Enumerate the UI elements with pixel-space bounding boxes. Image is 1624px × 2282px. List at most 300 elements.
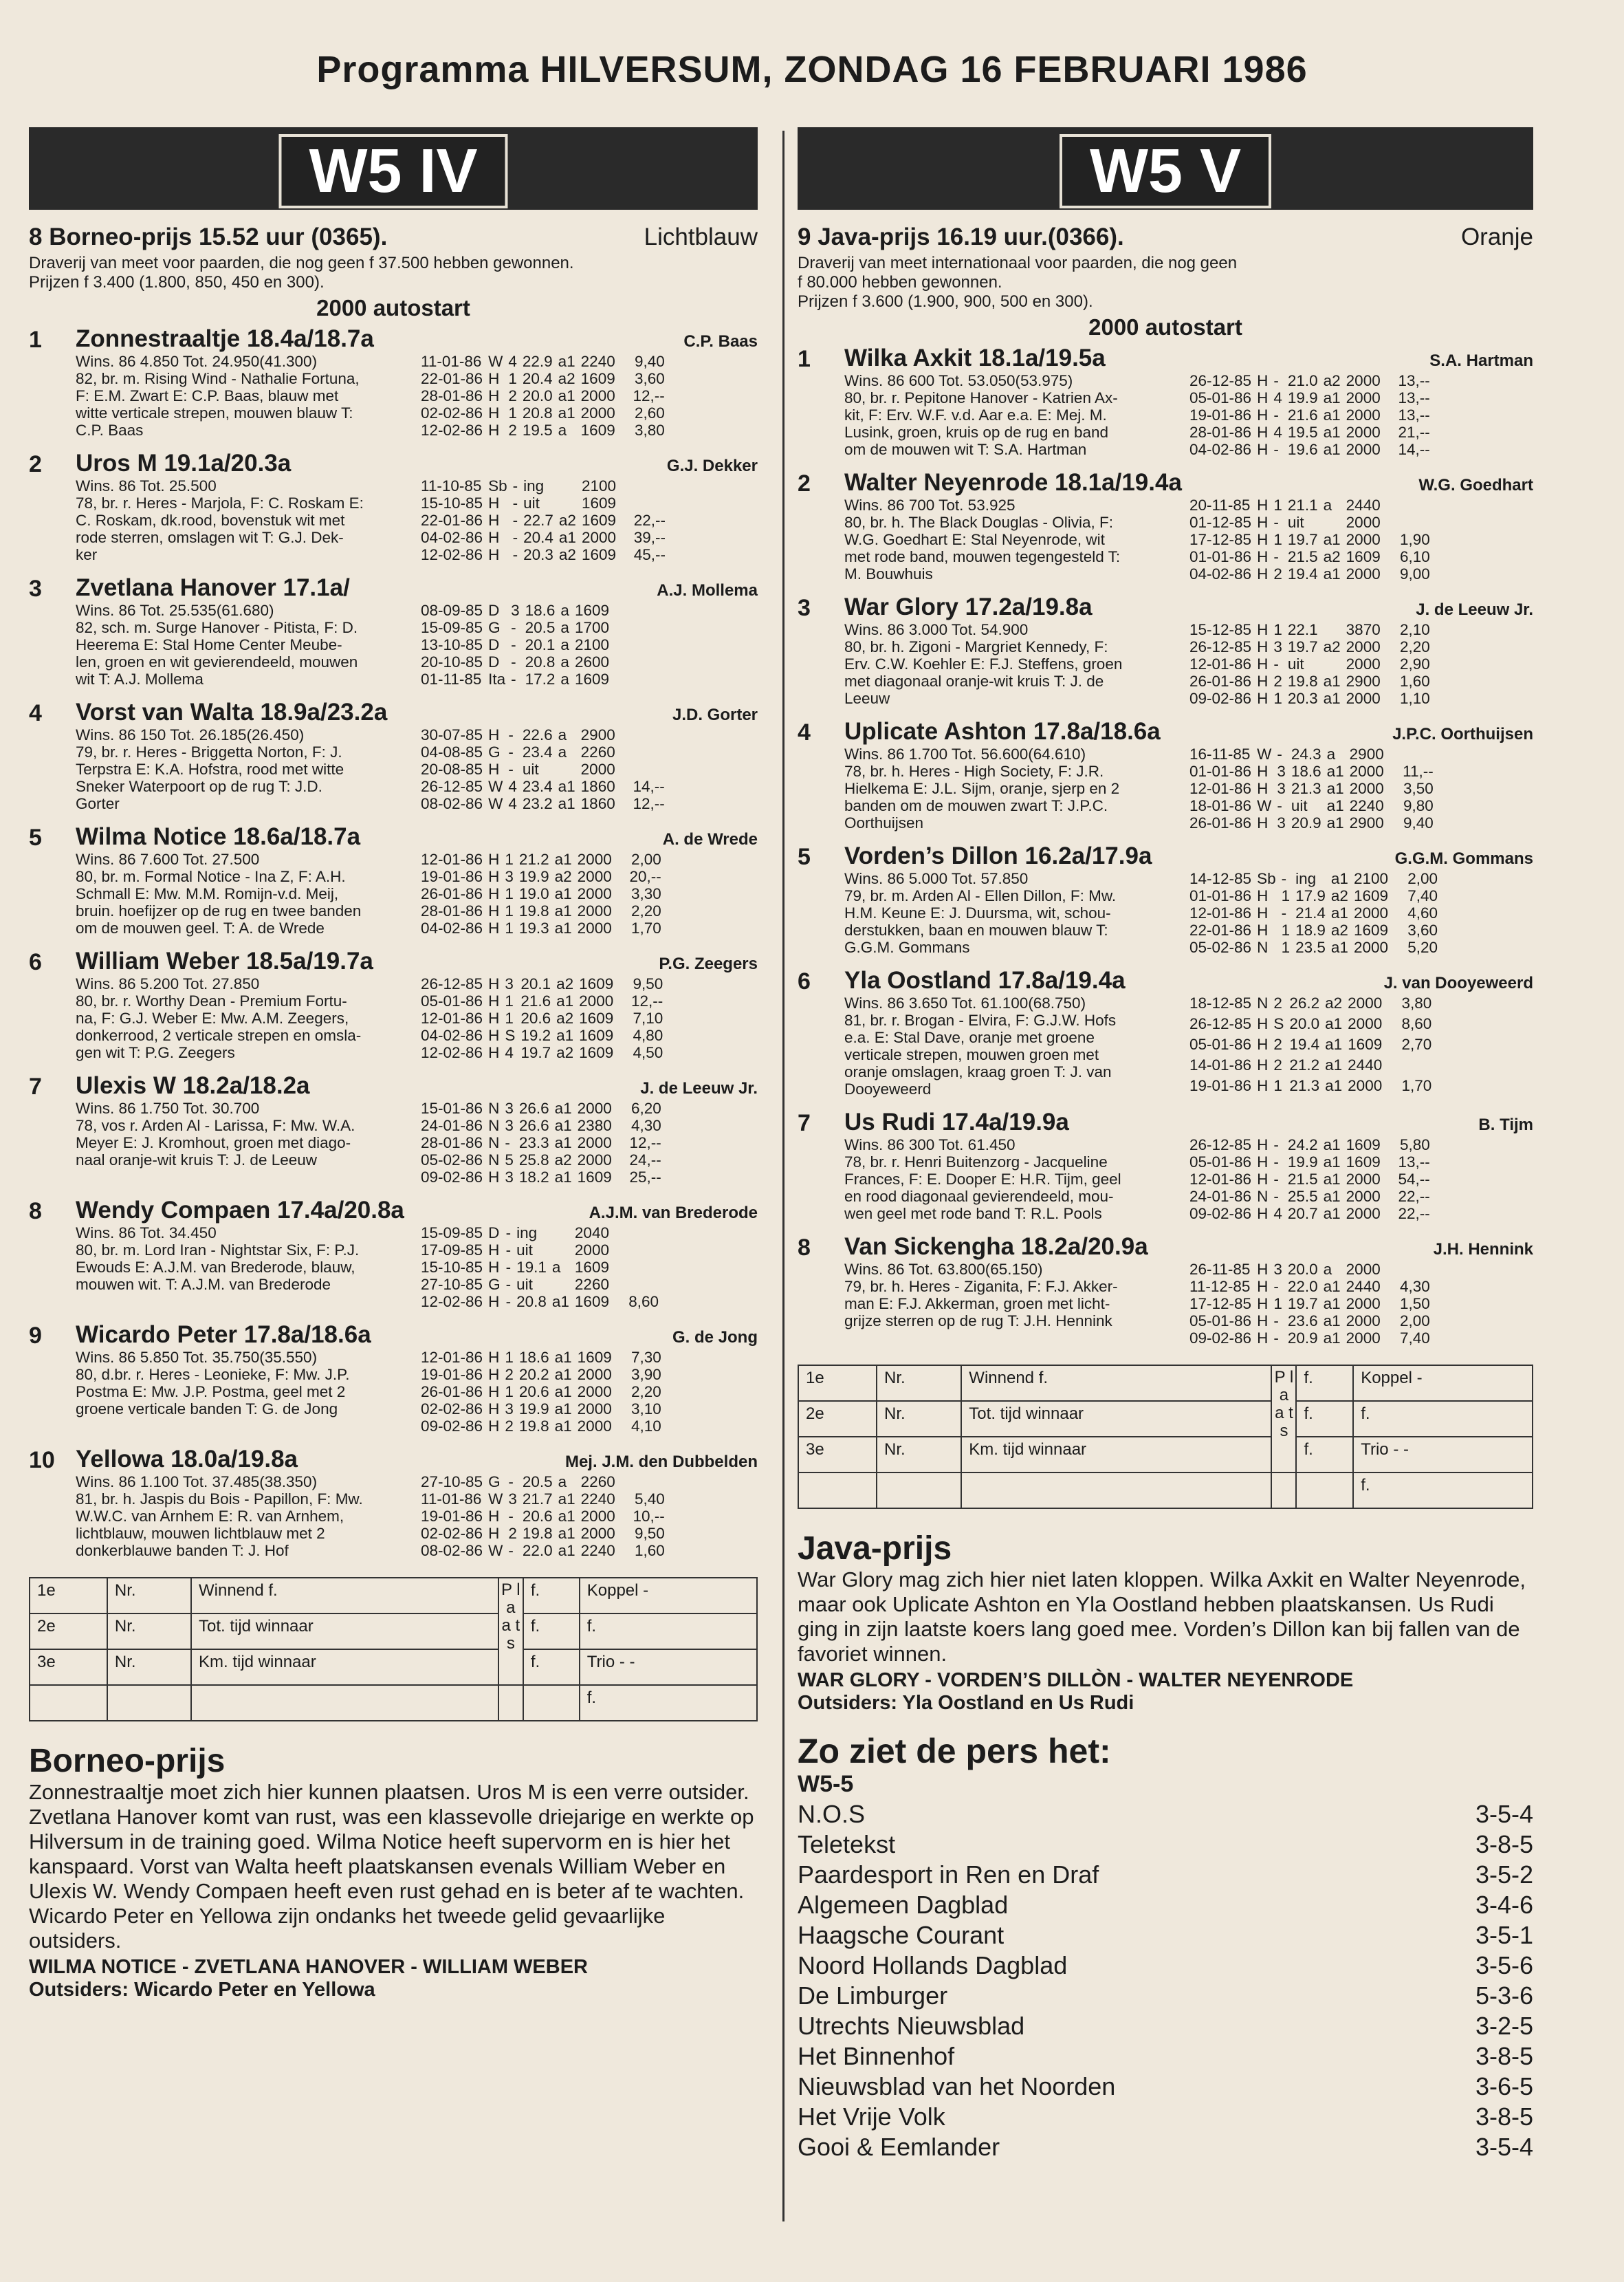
run-date: 12-02-86 xyxy=(421,1044,483,1061)
run-time: 22.7 xyxy=(523,512,553,529)
form-row xyxy=(1187,1295,1433,1312)
run-gain: 9,40 xyxy=(1403,814,1434,832)
race-entry xyxy=(29,948,758,1061)
run-start: a1 xyxy=(1326,814,1344,832)
run-gain: 9,50 xyxy=(634,1525,665,1542)
run-place: 1 xyxy=(1273,1295,1282,1312)
run-distance: 2260 xyxy=(574,1276,609,1293)
run-track: H xyxy=(488,1525,500,1542)
run-time: 20.3 xyxy=(523,546,553,563)
run-gain: 12,-- xyxy=(629,1134,661,1151)
run-start xyxy=(549,1224,572,1241)
entry-body xyxy=(76,1197,758,1310)
form-row xyxy=(1187,1261,1433,1278)
horse-info xyxy=(844,1136,1187,1222)
run-start: a1 xyxy=(558,404,575,422)
comment-text: War Glory mag zich hier niet laten kloppen. Wilka Axkit en Walter Neyenrode, maar ook Uplicate Ashton en Yla Oostland hebben plaatskansen. Us Rudi ging in zijn laatste koers lang goed mee. Vorden’s Dillon kan bij fallen van de favoriet winnen. xyxy=(798,1567,1526,1666)
run-distance: 2000 xyxy=(1346,389,1381,406)
run-place: 5 xyxy=(505,1151,514,1169)
run-place: 4 xyxy=(505,1044,514,1061)
horse-info xyxy=(76,975,418,1061)
run-gain: 3,60 xyxy=(634,370,665,387)
run-place: 2 xyxy=(1273,1036,1282,1053)
race-desc-line: Draverij van meet voor paarden, die nog geen f 37.500 hebben gewonnen. xyxy=(29,254,574,272)
run-time: 23.4 xyxy=(522,778,553,795)
form-table xyxy=(1187,497,1433,583)
run-distance: 1609 xyxy=(1353,887,1389,904)
run-distance: 2000 xyxy=(577,902,612,920)
run-start: a1 xyxy=(558,1525,575,1542)
run-date: 04-02-86 xyxy=(421,529,483,546)
info-line: 80, br. m. Lord Iran - Nightstar Six, F: P.J. xyxy=(76,1241,360,1259)
form-row xyxy=(1187,1329,1433,1347)
form-row xyxy=(1187,1171,1433,1188)
run-place: - xyxy=(1273,1278,1279,1295)
run-gain: 2,00 xyxy=(1407,870,1438,887)
entry-body xyxy=(844,843,1533,956)
run-distance: 2000 xyxy=(1346,1312,1381,1329)
info-line: bruin. hoefijzer op de rug en twee banden xyxy=(76,902,362,920)
run-time: 20.0 xyxy=(522,387,553,404)
run-time: uit xyxy=(522,761,539,778)
horse-info xyxy=(844,621,1187,707)
run-distance: 2000 xyxy=(577,1400,612,1417)
run-place: - xyxy=(1281,870,1287,887)
run-gain: 10,-- xyxy=(633,1508,665,1525)
run-time: 22.0 xyxy=(522,1542,553,1559)
run-gain: 8,60 xyxy=(1401,1015,1432,1032)
info-line: 80, br. h. The Black Douglas - Olivia, F: xyxy=(844,514,1114,531)
run-distance: 1609 xyxy=(577,1349,612,1366)
grid-amount: f. xyxy=(523,1578,580,1613)
run-gain: 1,90 xyxy=(1399,531,1430,548)
info-line: witte verticale strepen, mouwen blauw T: xyxy=(76,404,353,422)
run-start: a1 xyxy=(1326,780,1344,797)
info-line: wen geel met rode band T: R.L. Pools xyxy=(844,1205,1102,1222)
form-table xyxy=(1187,870,1440,956)
run-time: 23.4 xyxy=(522,743,553,761)
run-distance: 1609 xyxy=(1348,1036,1383,1053)
run-start: a1 xyxy=(1326,797,1344,814)
info-line: 80, d.br. r. Heres - Leonieke, F: Mw. J.P. xyxy=(76,1366,350,1383)
press-pick: 3-8-5 xyxy=(1475,2042,1533,2070)
race-entry xyxy=(29,823,758,937)
run-date: 05-01-86 xyxy=(421,992,483,1010)
grid-empty-cell xyxy=(191,1685,498,1721)
run-track: W xyxy=(488,353,503,370)
run-time: 19.8 xyxy=(1287,673,1318,690)
horse-name: Uplicate Ashton 17.8a/18.6a xyxy=(844,718,1161,745)
press-pick: 3-5-2 xyxy=(1475,1860,1533,1889)
run-gain: 14,-- xyxy=(633,778,665,795)
run-date: 15-01-86 xyxy=(421,1100,483,1117)
run-date: 04-02-86 xyxy=(421,920,483,937)
entry-number: 6 xyxy=(29,949,42,975)
entry-body xyxy=(76,823,758,937)
run-gain: 2,20 xyxy=(1399,638,1430,655)
info-line: Wins. 86 5.000 Tot. 57.850 xyxy=(844,870,1029,887)
entry-details xyxy=(76,353,758,439)
run-track: H xyxy=(1257,565,1269,583)
run-place: - xyxy=(1277,746,1282,763)
run-start: a1 xyxy=(1323,1295,1341,1312)
run-date: 12-01-86 xyxy=(421,851,483,868)
form-row xyxy=(1187,441,1433,458)
run-distance: 1609 xyxy=(579,975,614,992)
run-time: 18.9 xyxy=(1295,922,1326,939)
run-date: 05-01-86 xyxy=(1189,1312,1252,1329)
trainer-name: W.G. Goedhart xyxy=(1418,476,1533,495)
grid-trio: Trio - - xyxy=(580,1649,757,1685)
trainer-name: P.G. Zeegers xyxy=(659,955,758,973)
run-gain xyxy=(619,477,668,495)
run-date: 24-01-86 xyxy=(421,1117,483,1134)
run-gain: 22,-- xyxy=(1398,1205,1430,1222)
run-place: 3 xyxy=(505,1400,514,1417)
form-row xyxy=(418,495,668,512)
entry-headline xyxy=(76,948,758,975)
run-distance: 2900 xyxy=(1349,814,1384,832)
run-place: 3 xyxy=(505,1100,514,1117)
run-gain: 13,-- xyxy=(1398,372,1430,389)
info-line: Dooyeweerd xyxy=(844,1080,932,1098)
trainer-name: J.D. Gorter xyxy=(672,706,758,724)
entry-details xyxy=(844,621,1533,707)
run-start: a2 xyxy=(1323,548,1341,565)
run-track: H xyxy=(488,1417,500,1435)
run-date: 02-02-86 xyxy=(421,404,483,422)
info-line: Schmall E: Mw. M.M. Romijn-v.d. Meij, xyxy=(76,885,339,902)
info-line: Gorter xyxy=(76,795,120,812)
grid-trio-amount: f. xyxy=(580,1685,757,1721)
entry-body xyxy=(844,469,1533,583)
run-place: - xyxy=(508,1542,514,1559)
entry-body xyxy=(844,594,1533,707)
entry-body xyxy=(844,718,1533,832)
run-date: 12-01-86 xyxy=(421,1349,483,1366)
grid-empty-cell xyxy=(877,1473,961,1508)
press-row xyxy=(798,2132,1533,2162)
form-row xyxy=(418,671,661,688)
run-start: a2 xyxy=(554,868,572,885)
form-row xyxy=(1187,690,1433,707)
run-date: 05-01-86 xyxy=(1189,1153,1252,1171)
run-track: N xyxy=(488,1134,500,1151)
race-desc-line: Prijzen f 3.600 (1.900, 900, 500 en 300). xyxy=(798,292,1093,311)
run-place: 1 xyxy=(505,1383,514,1400)
entry-number: 2 xyxy=(29,451,42,477)
form-row xyxy=(1187,1077,1434,1098)
run-distance: 2000 xyxy=(577,1366,612,1383)
run-time: 18.6 xyxy=(518,1349,549,1366)
run-track: H xyxy=(488,1383,500,1400)
run-distance: 2000 xyxy=(577,1151,612,1169)
form-row xyxy=(418,1473,668,1490)
entry-headline xyxy=(76,823,758,851)
form-row xyxy=(1187,565,1433,583)
info-line: Frances, F: E. Dooper E: H.R. Tijm, geel xyxy=(844,1171,1121,1188)
run-time: 19.4 xyxy=(1287,565,1318,583)
run-start: a1 xyxy=(558,1508,575,1525)
run-distance: 1609 xyxy=(580,422,615,439)
run-start: a2 xyxy=(558,512,576,529)
run-distance: 2440 xyxy=(1346,497,1381,514)
run-place: - xyxy=(512,495,518,512)
run-date: 08-02-86 xyxy=(421,1542,483,1559)
horse-name: Yla Oostland 17.8a/19.4a xyxy=(844,967,1126,994)
run-time: 20.0 xyxy=(1287,1261,1318,1278)
grid-nr: Nr. xyxy=(877,1437,961,1473)
run-time: 19.0 xyxy=(518,885,549,902)
run-start: a1 xyxy=(1323,531,1341,548)
run-distance: 2100 xyxy=(574,636,609,653)
entry-headline xyxy=(76,699,758,726)
run-date: 26-01-86 xyxy=(1189,814,1252,832)
run-place: - xyxy=(1277,797,1282,814)
run-distance: 2000 xyxy=(1353,939,1389,956)
run-gain xyxy=(619,495,668,512)
run-start: a xyxy=(558,1473,567,1490)
run-time: 18.6 xyxy=(525,602,556,619)
run-date: 15-10-85 xyxy=(421,1259,483,1276)
grid-row xyxy=(30,1578,757,1613)
info-line: Terpstra E: K.A. Hofstra, rood met witte xyxy=(76,761,344,778)
run-place: 4 xyxy=(1273,389,1282,406)
form-row xyxy=(1187,797,1436,814)
column-divider xyxy=(782,131,784,2221)
info-line: Wins. 86 300 Tot. 61.450 xyxy=(844,1136,1016,1153)
horse-info xyxy=(844,1261,1187,1347)
run-date: 20-11-85 xyxy=(1189,497,1251,514)
grid-empty-cell xyxy=(107,1685,191,1721)
run-gain xyxy=(1385,1056,1434,1077)
race-title: 8 Borneo-prijs 15.52 uur (0365). xyxy=(29,224,388,250)
entry-headline xyxy=(844,345,1533,372)
run-track: G xyxy=(488,1276,501,1293)
run-gain: 4,30 xyxy=(1399,1278,1430,1295)
run-date: 18-12-85 xyxy=(1189,995,1252,1012)
run-gain: 22,-- xyxy=(1398,1188,1430,1205)
press-source: Nieuwsblad van het Noorden xyxy=(798,2072,1116,2100)
run-track: H xyxy=(1257,424,1269,441)
run-place: 3 xyxy=(505,975,514,992)
race-title: 9 Java-prijs 16.19 uur.(0366). xyxy=(798,224,1124,250)
run-track: H xyxy=(1257,922,1269,939)
trainer-name: J. de Leeuw Jr. xyxy=(1416,600,1533,619)
run-time: 21.7 xyxy=(522,1490,553,1508)
run-date: 12-01-86 xyxy=(1189,655,1252,673)
run-start: a1 xyxy=(1330,939,1348,956)
run-date: 26-12-85 xyxy=(1189,638,1252,655)
entry-headline xyxy=(844,594,1533,621)
run-time: 19.6 xyxy=(1287,441,1318,458)
run-place: 3 xyxy=(1277,763,1286,780)
run-distance: 1860 xyxy=(580,795,615,812)
run-place: 3 xyxy=(1273,638,1282,655)
run-distance: 2000 xyxy=(1346,1188,1381,1205)
run-date: 19-01-86 xyxy=(421,1508,483,1525)
run-start: a xyxy=(558,743,567,761)
entry-details xyxy=(76,1349,758,1435)
run-distance: 2600 xyxy=(574,653,609,671)
run-date: 16-11-85 xyxy=(1189,746,1251,763)
run-distance: 1609 xyxy=(581,546,616,563)
run-time: 19.9 xyxy=(1287,389,1318,406)
horse-info xyxy=(76,602,418,688)
run-gain: 1,60 xyxy=(1399,673,1430,690)
grid-row xyxy=(30,1685,757,1721)
run-time: 21.3 xyxy=(1289,1077,1320,1094)
entry-body xyxy=(76,1446,758,1559)
run-track: H xyxy=(1257,814,1269,832)
info-line: banden om de mouwen zwart T: J.P.C. xyxy=(844,797,1108,814)
run-place: 1 xyxy=(505,902,514,920)
press-source: Algemeen Dagblad xyxy=(798,1891,1009,1919)
info-line: groene verticale banden T: G. de Jong xyxy=(76,1400,338,1417)
run-time: 20.1 xyxy=(520,975,551,992)
run-track: D xyxy=(488,1224,500,1241)
form-row xyxy=(418,546,668,563)
run-start xyxy=(549,1276,572,1293)
run-time: 25.5 xyxy=(1287,1188,1318,1205)
run-start: a1 xyxy=(554,1349,572,1366)
run-start: a1 xyxy=(554,920,572,937)
entry-details xyxy=(76,726,758,812)
press-row xyxy=(798,2072,1533,2102)
grid-label: Km. tijd winnaar xyxy=(961,1437,1271,1473)
run-time: 20.0 xyxy=(1289,1015,1320,1032)
run-distance: 2000 xyxy=(1348,995,1383,1012)
run-date: 26-12-85 xyxy=(421,778,483,795)
info-line: 78, br. r. Heres - Marjola, F: C. Roskam E: xyxy=(76,495,364,512)
form-table xyxy=(1187,1261,1433,1347)
form-table xyxy=(418,1100,664,1186)
entry-headline xyxy=(76,1197,758,1224)
run-date: 15-09-85 xyxy=(421,1224,483,1241)
run-distance: 2000 xyxy=(574,1241,609,1259)
run-place: 1 xyxy=(505,885,514,902)
run-date: 02-02-86 xyxy=(421,1400,483,1417)
press-source: Noord Hollands Dagblad xyxy=(798,1951,1068,1979)
horse-info xyxy=(76,851,418,937)
race-banner xyxy=(29,127,758,210)
run-time: ing xyxy=(516,1224,538,1241)
race-desc-line: Draverij van meet internationaal voor paarden, die nog geen xyxy=(798,254,1238,272)
run-gain xyxy=(612,1276,661,1293)
horse-name: War Glory 17.2a/19.8a xyxy=(844,594,1093,620)
banner-label: W5 V xyxy=(1060,134,1271,208)
form-row xyxy=(1187,939,1440,956)
form-row xyxy=(418,477,668,495)
info-line: donkerblauwe banden T: J. Hof xyxy=(76,1542,289,1559)
form-row xyxy=(1187,621,1433,638)
run-time: 20.5 xyxy=(525,619,556,636)
run-track: Sb xyxy=(1257,870,1276,887)
run-distance: 2000 xyxy=(1346,655,1381,673)
run-time: 23.2 xyxy=(522,795,553,812)
run-place: - xyxy=(511,671,516,688)
run-distance: 2040 xyxy=(574,1224,609,1241)
info-line: Wins. 86 700 Tot. 53.925 xyxy=(844,497,1016,514)
form-row xyxy=(1187,514,1433,531)
run-date: 04-08-85 xyxy=(421,743,483,761)
grid-nr: Nr. xyxy=(107,1578,191,1613)
run-distance: 2000 xyxy=(1346,1171,1381,1188)
run-date: 04-02-86 xyxy=(1189,441,1252,458)
run-time: uit xyxy=(516,1276,533,1293)
run-place: 1 xyxy=(1273,1077,1282,1094)
run-gain: 3,30 xyxy=(630,885,661,902)
info-line: derstukken, baan en mouwen blauw T: xyxy=(844,922,1108,939)
entry-headline xyxy=(76,1446,758,1473)
run-date: 04-02-86 xyxy=(1189,565,1252,583)
run-time: 17.2 xyxy=(525,671,556,688)
run-distance: 3870 xyxy=(1346,621,1381,638)
trainer-name: J. van Dooyeweerd xyxy=(1383,974,1533,992)
info-line: Sneker Waterpoort op de rug T: J.D. xyxy=(76,778,322,795)
run-date: 08-02-86 xyxy=(421,795,483,812)
run-place: - xyxy=(1273,548,1279,565)
run-place: - xyxy=(1273,406,1279,424)
form-table xyxy=(418,477,668,563)
run-place: 3 xyxy=(511,602,520,619)
run-place: - xyxy=(508,1473,514,1490)
run-time: 20.6 xyxy=(518,1383,549,1400)
run-distance: 2000 xyxy=(577,885,612,902)
form-row xyxy=(418,761,668,778)
run-time: 19.2 xyxy=(520,1027,551,1044)
race-description xyxy=(29,254,758,292)
info-line: Wins. 86 1.100 Tot. 37.485(38.350) xyxy=(76,1473,318,1490)
run-distance: 2440 xyxy=(1346,1278,1381,1295)
run-distance: 1609 xyxy=(580,370,615,387)
run-gain: 4,30 xyxy=(630,1117,661,1134)
info-line: man E: F.J. Akkerman, groen met licht- xyxy=(844,1295,1110,1312)
grid-row xyxy=(798,1365,1533,1401)
run-start: a1 xyxy=(1330,870,1348,887)
run-track: H xyxy=(488,1349,500,1366)
comment-title: Borneo-prijs xyxy=(29,1743,226,1779)
run-gain: 5,20 xyxy=(1407,939,1438,956)
form-table xyxy=(1187,1136,1433,1222)
run-time: 19.9 xyxy=(518,1400,549,1417)
run-track: N xyxy=(1257,1188,1269,1205)
run-date: 28-01-86 xyxy=(421,1134,483,1151)
run-track: H xyxy=(488,404,500,422)
run-date: 09-02-86 xyxy=(421,1417,483,1435)
grid-plaats: P l a a t s xyxy=(1271,1365,1296,1473)
info-line: rode sterren, omslagen wit T: G.J. Dek- xyxy=(76,529,344,546)
run-place: 3 xyxy=(505,868,514,885)
info-line: grijze sterren op de rug T: J.H. Hennink xyxy=(844,1312,1112,1329)
run-distance: 2000 xyxy=(1353,904,1389,922)
form-row xyxy=(418,778,668,795)
info-line: Wins. 86 4.850 Tot. 24.950(41.300) xyxy=(76,353,318,370)
run-time: 20.4 xyxy=(523,529,553,546)
run-track: H xyxy=(488,1027,500,1044)
run-track: N xyxy=(488,1117,500,1134)
run-gain xyxy=(618,1473,668,1490)
run-gain xyxy=(1383,1261,1433,1278)
info-line: kit, F: Erv. W.F. v.d. Aar e.a. E: Mej. M. xyxy=(844,406,1107,424)
run-distance: 1609 xyxy=(1346,1153,1381,1171)
run-distance: 2000 xyxy=(577,1134,612,1151)
run-start: a2 xyxy=(556,975,574,992)
form-row xyxy=(418,1027,666,1044)
run-start: a2 xyxy=(1323,372,1341,389)
run-place: 4 xyxy=(1273,424,1282,441)
run-start: a2 xyxy=(558,370,575,387)
